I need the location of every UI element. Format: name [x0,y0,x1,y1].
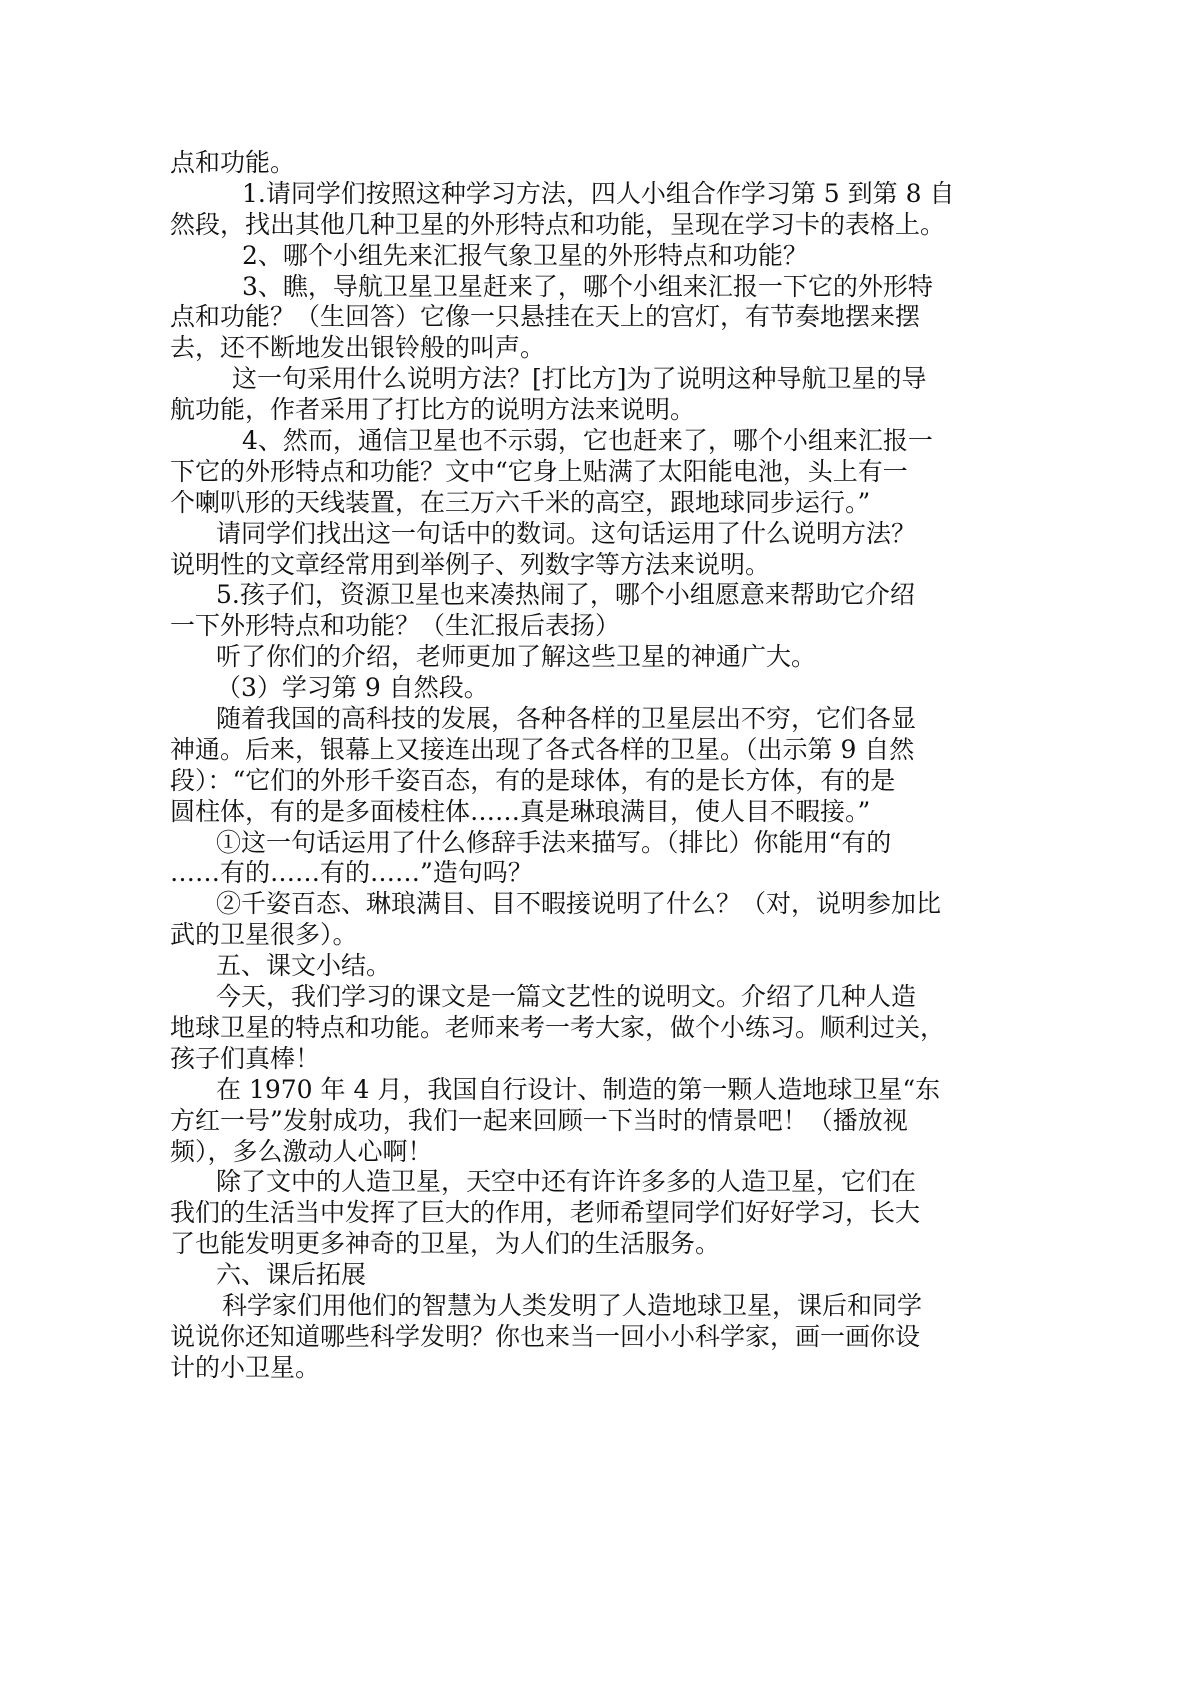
text-line: 然段，找出其他几种卫星的外形特点和功能，呈现在学习卡的表格上。 [170,209,946,239]
text-line: 1.请同学们按照这种学习方法，四人小组合作学习第 5 到第 8 自 [242,178,955,208]
text-line: 听了你们的介绍，老师更加了解这些卫星的神通广大。 [216,642,817,672]
text-line: 武的卫星很多）。 [170,920,358,950]
text-line: 说明性的文章经常用到举例子、列数字等方法来说明。 [170,549,771,579]
text-line: （3）学习第 9 自然段。 [216,673,489,703]
text-line: 去，还不断地发出银铃般的叫声。 [170,333,546,363]
section-heading: 五、课文小结。 [216,951,392,981]
text-line: ②千姿百态、琳琅满目、目不暇接说明了什么？（对，说明参加比 [216,889,942,919]
text-line: 点和功能？（生回答）它像一只悬挂在天上的宫灯，有节奏地摆来摆 [170,302,921,332]
text-line: 圆柱体，有的是多面棱柱体……真是琳琅满目，使人目不暇接。” [170,796,871,826]
text-line: 神通。后来，银幕上又接连出现了各式各样的卫星。（出示第 9 自然 [170,734,915,764]
text-line: 计的小卫星。 [170,1352,321,1382]
text-line: 随着我国的高科技的发展，各种各样的卫星层出不穷，它们各显 [216,704,917,734]
text-line: 一下外形特点和功能？（生汇报后表扬） [170,611,621,641]
text-line: 今天，我们学习的课文是一篇文艺性的说明文。介绍了几种人造 [216,982,917,1012]
text-line: 方红一号”发射成功，我们一起来回顾一下当时的情景吧！（播放视 [170,1105,908,1135]
text-line: 地球卫星的特点和功能。老师来考一考大家，做个小练习。顺利过关， [170,1012,946,1042]
text-line: 5.孩子们，资源卫星也来凑热闹了，哪个小组愿意来帮助它介绍 [216,580,915,610]
text-line: 点和功能。 [170,148,296,177]
text-line: 科学家们用他们的智慧为人类发明了人造地球卫星，课后和同学 [222,1290,923,1320]
text-line: 了也能发明更多神奇的卫星，为人们的生活服务。 [170,1229,721,1259]
text-line: 频），多么激动人心啊！ [170,1136,433,1166]
text-line: 3、瞧，导航卫星卫星赶来了，哪个小组来汇报一下它的外形特 [242,271,933,301]
text-line: 这一句采用什么说明方法？[打比方]为了说明这种导航卫星的导 [232,364,927,394]
text-line: 4、然而，通信卫星也不示弱，它也赶来了，哪个小组来汇报一 [242,426,933,456]
text-line: ……有的……有的……”造句吗？ [170,858,533,888]
text-line: 孩子们真棒！ [170,1043,321,1073]
text-line: 请同学们找出这一句话中的数词。这句话运用了什么说明方法？ [216,518,917,548]
text-line: 航功能，作者采用了打比方的说明方法来说明。 [170,395,696,425]
text-line: 我们的生活当中发挥了巨大的作用，老师希望同学们好好学习，长大 [170,1198,921,1228]
text-line: 下它的外形特点和功能？文中“它身上贴满了太阳能电池，头上有一 [170,456,908,486]
text-line: 在 1970 年 4 月，我国自行设计、制造的第一颗人造地球卫星“东 [216,1074,941,1104]
text-line: 段）：“它们的外形千姿百态，有的是球体，有的是长方体，有的是 [170,765,896,795]
text-line: 个喇叭形的天线装置，在三万六千米的高空，跟地球同步运行。” [170,487,871,517]
section-heading: 六、课后拓展 [216,1260,367,1290]
text-line: 说说你还知道哪些科学发明？你也来当一回小小科学家，画一画你设 [170,1321,921,1351]
text-line: 除了文中的人造卫星，天空中还有许许多多的人造卫星，它们在 [216,1167,917,1197]
document-body [170,148,1030,1384]
text-line: ①这一句话运用了什么修辞手法来描写。（排比）你能用“有的 [216,827,892,857]
text-line: 2、哪个小组先来汇报气象卫星的外形特点和功能？ [242,240,808,270]
